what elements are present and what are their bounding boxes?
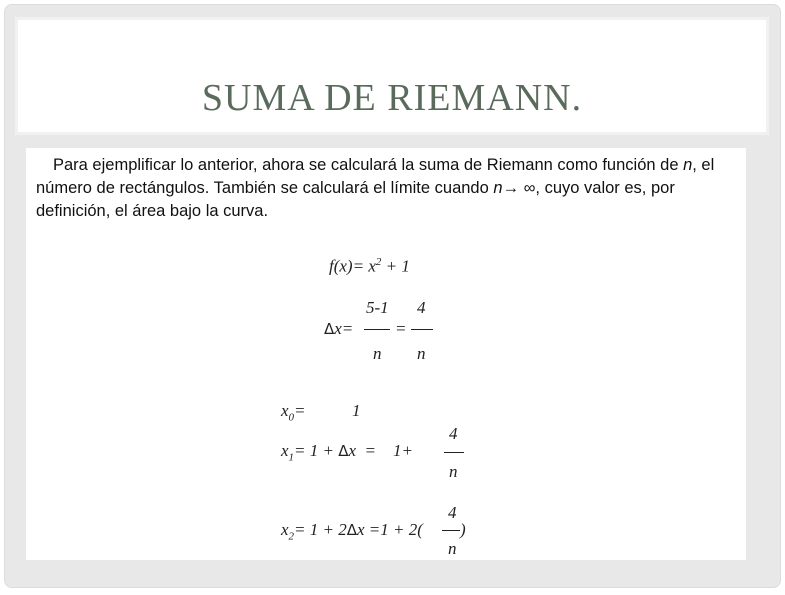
- slide-title: SUMA DE RIEMANN.: [201, 77, 583, 119]
- function-definition: [329, 256, 410, 277]
- function-exponent: 2: [375, 256, 382, 268]
- x2-fraction-denominator: n: [448, 539, 457, 558]
- delta-x-equals: =: [395, 319, 407, 338]
- content-panel: [26, 148, 746, 560]
- x2-name: x: [281, 520, 289, 539]
- x0-label: [281, 401, 306, 423]
- x0-subscript: 0: [288, 411, 295, 424]
- x2-delta-symbol: Δ: [346, 521, 358, 539]
- paragraph-var-n: n: [683, 156, 693, 174]
- x1-equation: [281, 441, 413, 463]
- paragraph-var-n-limit: n: [493, 179, 503, 197]
- x0-value: 1: [352, 401, 361, 420]
- title-panel: [18, 20, 766, 132]
- x2-fraction-bar: [442, 530, 460, 531]
- paragraph-text-1: Para ejemplificar lo anterior, ahora se calculará la suma de Riemann como función de: [53, 156, 684, 174]
- x2-subscript: 2: [288, 530, 295, 543]
- paragraph-text-2: , el número de rectángulos. También se calculará el límite cuando: [36, 156, 715, 197]
- x2-fraction-numerator: 4: [448, 503, 457, 522]
- infinity-symbol: ∞: [519, 179, 536, 197]
- x2-tail: x =1 + 2(: [357, 520, 423, 539]
- x1-tail: x = 1+: [348, 441, 414, 460]
- x1-name: x: [281, 441, 289, 460]
- x2-equation: [281, 520, 423, 542]
- x1-fraction-bar: [444, 452, 464, 453]
- x1-subscript: 1: [288, 451, 295, 464]
- delta-x-numerator-1: 5-1: [366, 298, 389, 317]
- delta-x-numerator-2: 4: [417, 298, 426, 317]
- x2-close-paren: ): [460, 520, 466, 539]
- delta-x-denominator-2: n: [417, 344, 426, 363]
- x0-equals: =: [294, 401, 306, 420]
- fraction-bar-1: [364, 329, 390, 330]
- delta-x-denominator-1: n: [373, 344, 382, 363]
- arrow-symbol: →: [502, 179, 520, 197]
- delta-symbol: Δ: [324, 320, 335, 338]
- delta-x-label: x=: [334, 319, 354, 338]
- function-lhs: f(x)= x: [329, 256, 376, 276]
- x2-expression: = 1 + 2: [294, 520, 347, 539]
- x0-name: x: [281, 401, 289, 420]
- delta-x-lhs: [324, 319, 353, 339]
- paragraph-text-3: , cuyo valor es, por definición, el área bajo la curva.: [36, 179, 675, 220]
- x1-delta-symbol: Δ: [338, 442, 349, 460]
- x1-expression: = 1 +: [294, 441, 339, 460]
- x1-fraction-numerator: 4: [449, 424, 458, 443]
- function-rhs: + 1: [381, 256, 410, 276]
- x1-fraction-denominator: n: [449, 462, 458, 481]
- fraction-bar-2: [411, 329, 433, 330]
- intro-paragraph: [36, 154, 736, 223]
